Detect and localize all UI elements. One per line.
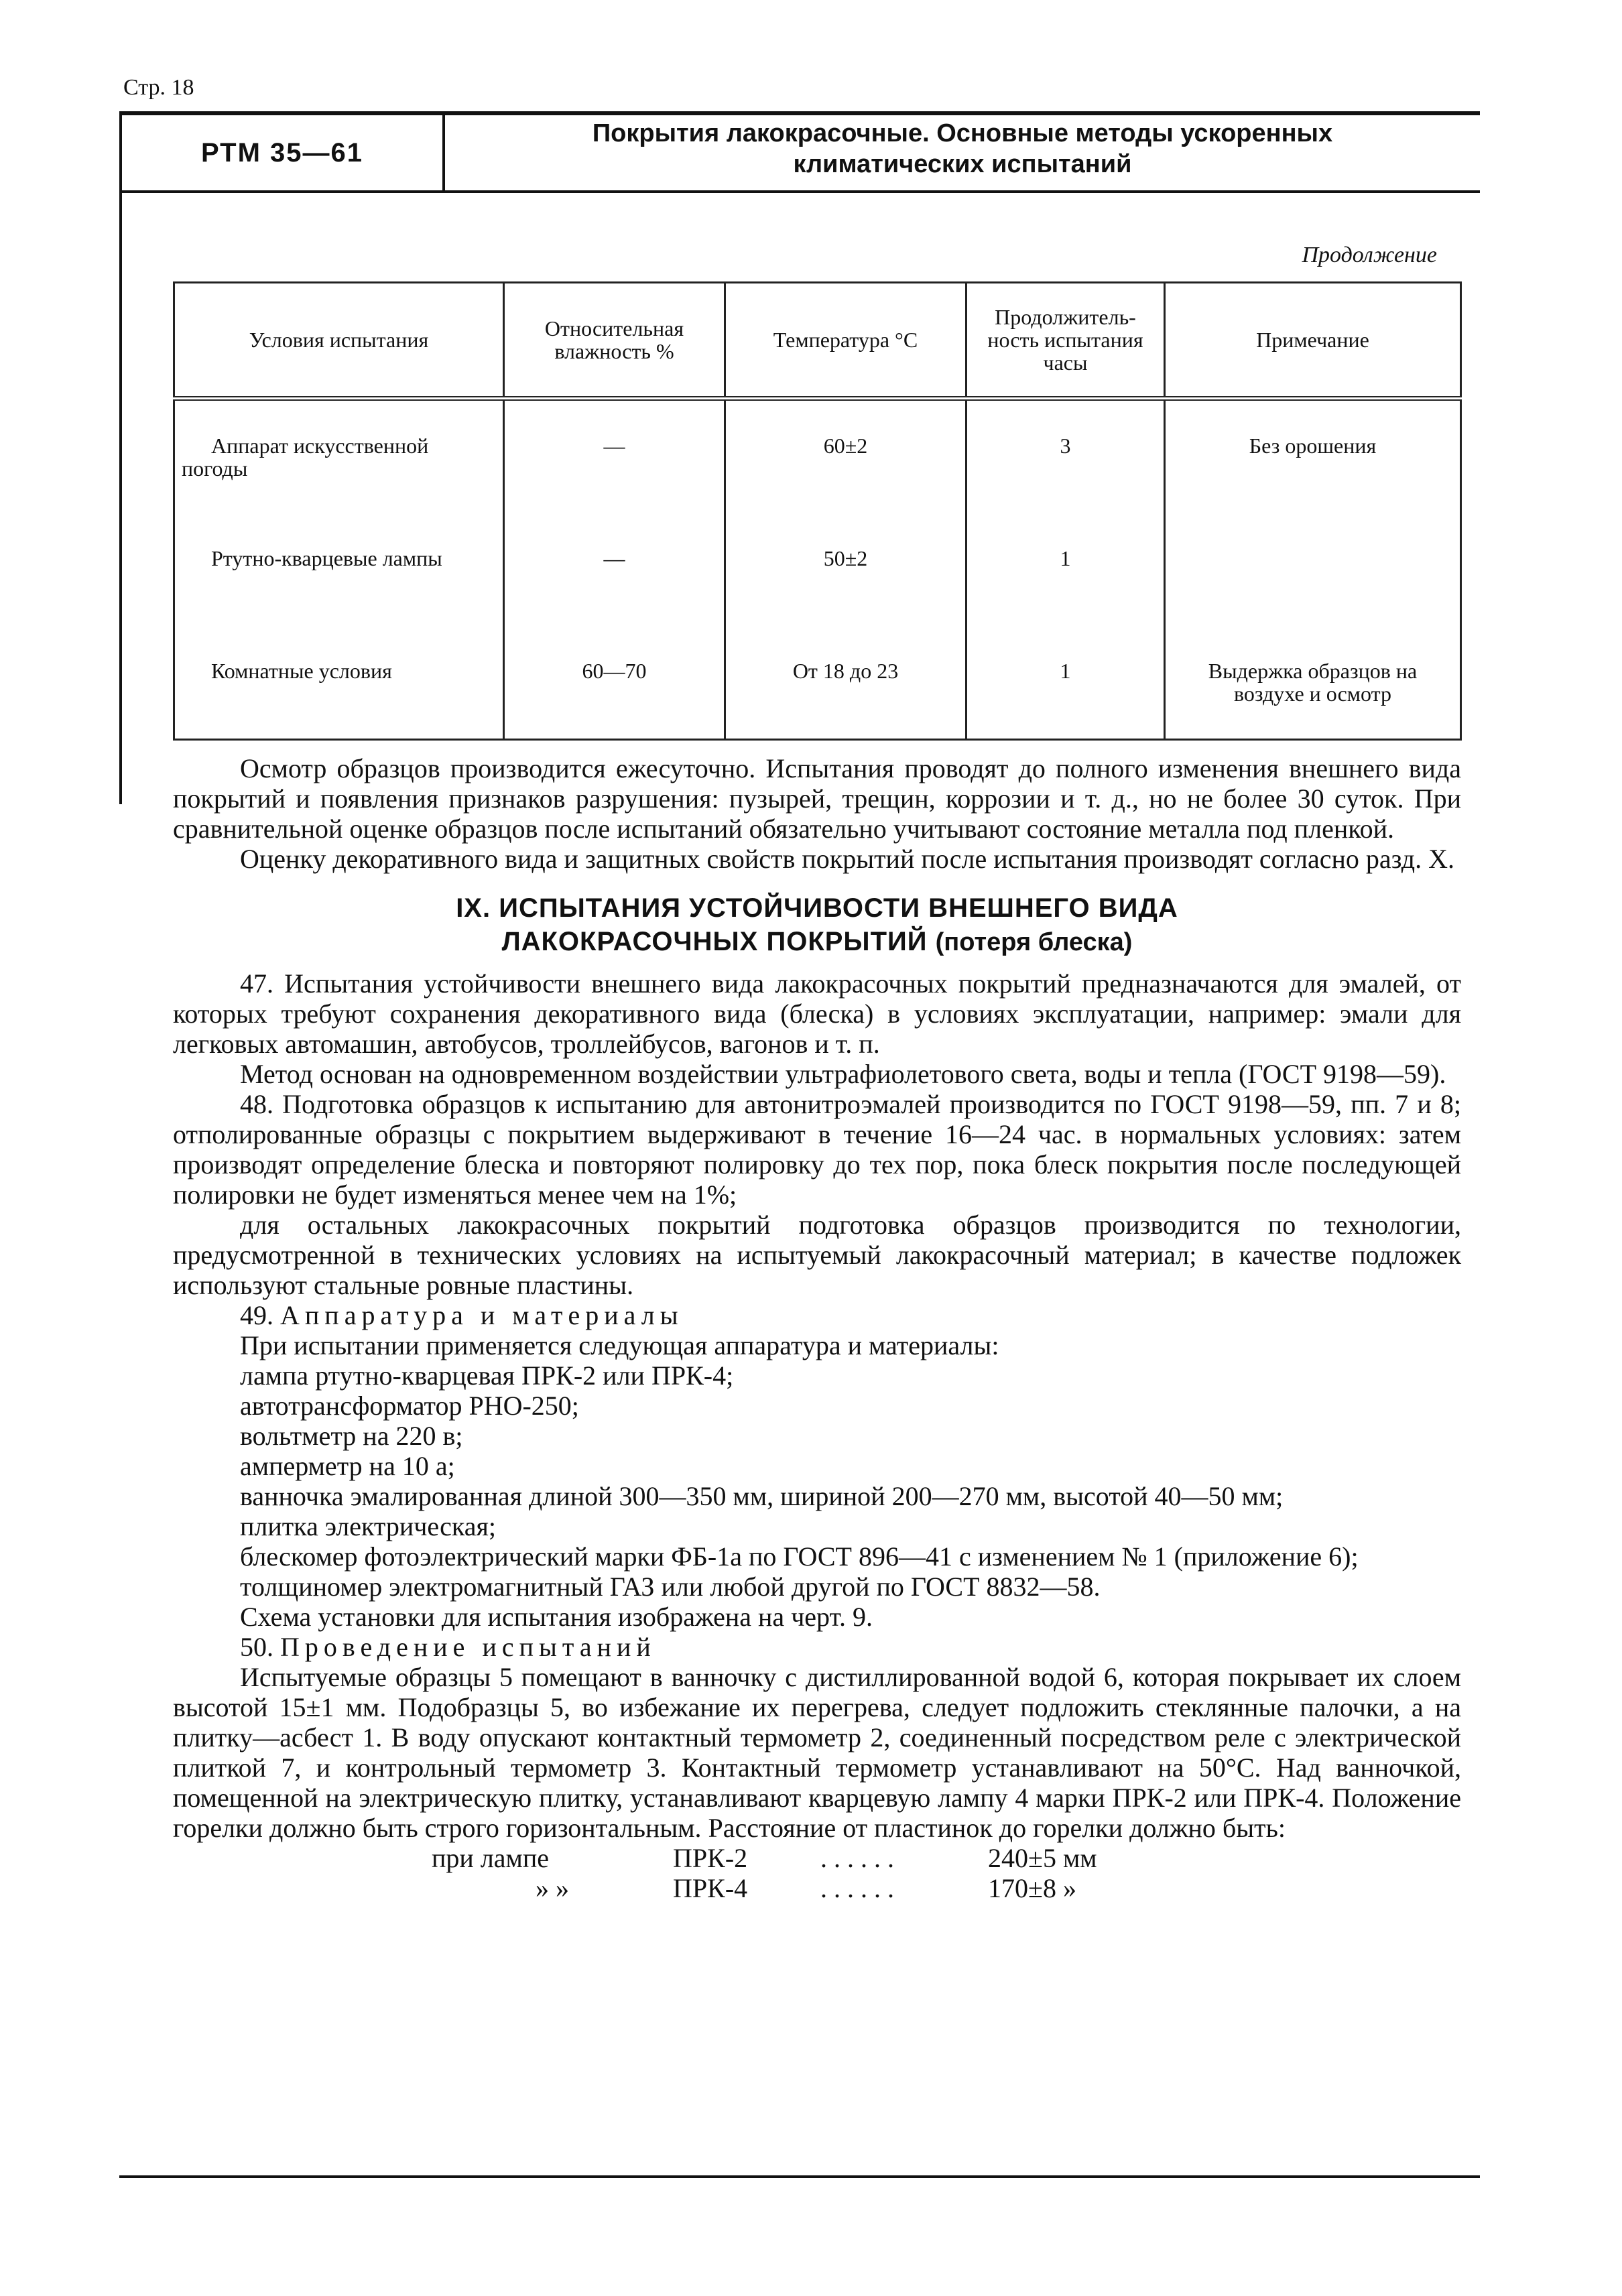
distance-value: 240±5 мм	[988, 1843, 1097, 1873]
distance-value: 170±8 »	[988, 1873, 1076, 1903]
paragraph-50-number: 50.	[240, 1632, 273, 1662]
header-bottom-rule	[119, 190, 1480, 193]
section-heading-line-1: IX. ИСПЫТАНИЯ УСТОЙЧИВОСТИ ВНЕШНЕГО ВИДА	[456, 893, 1178, 923]
list-item: Схема установки для испытания изображена на черт. 9.	[240, 1602, 873, 1632]
document-title-line-2: климатических испытаний	[793, 150, 1132, 178]
section-heading-ix	[173, 891, 1461, 959]
cell-humidity: —	[504, 399, 725, 514]
cell-duration: 3	[966, 399, 1165, 514]
paragraph-48-other: для остальных лакокрасочных покрытий подготовка образцов производится по технологии, предусмотренной в технических условиях на испытуемый лакокрасочный материал; в качестве подложек используют стальные ровные пластины.	[173, 1210, 1461, 1300]
table-continuation-label: Продолжение	[1302, 243, 1437, 267]
paragraph-50-heading	[173, 1632, 1461, 1662]
table-row	[174, 513, 1461, 626]
section-heading-line-2: ЛАКОКРАСОЧНЫХ ПОКРЫТИЙ	[501, 927, 928, 956]
distance-lamp: ПРК-4	[673, 1873, 748, 1903]
distance-row	[173, 1843, 1461, 1873]
list-item: плитка электрическая;	[240, 1511, 496, 1541]
column-header-conditions: Условия испытания	[174, 283, 504, 399]
paragraph-50: Испытуемые образцы 5 помещают в ванночку с дистиллированной водой 6, которая покрывает их слоем высотой 15±1 мм. Подобразцы 5, во избежание их перегрева, следует подложить стеклянные палочки, а на плитку—асбест 1. В воду опускают контактный термометр 2, соединенный посредством реле с электрической плиткой 7, и контрольный термометр 3. Контактный термометр устанавливают на 50°С. Над ванночкой, помещенной на электрическую плитку, устанавливают кварцевую лампу 4 марки ПРК-2 или ПРК-4. Положение горелки должно быть строго горизонтальным. Расстояние от пластинок до горелки должно быть:	[173, 1662, 1461, 1843]
list-item: ванночка эмалированная длиной 300—350 мм, шириной 200—270 мм, высотой 40—50 мм;	[240, 1481, 1284, 1511]
body-text	[173, 753, 1461, 1903]
cell-condition: Ртутно-кварцевые лампы	[174, 513, 504, 626]
column-header-duration: Продолжитель- ность испытания часы	[966, 283, 1165, 399]
list-item: автотрансформатор РНО-250;	[240, 1391, 579, 1421]
section-heading-subtitle: (потеря блеска)	[935, 928, 1133, 956]
cell-temperature: 50±2	[725, 513, 966, 626]
distance-leader: . . . . . .	[820, 1843, 894, 1873]
document-code: РТМ 35—61	[200, 137, 363, 168]
list-item: толщиномер электромагнитный ГАЗ или любой другой по ГОСТ 8832—58.	[240, 1572, 1101, 1602]
equipment-intro: При испытании применяется следующая аппаратура и материалы:	[240, 1330, 999, 1360]
cell-note	[1165, 513, 1461, 626]
cell-humidity: —	[504, 513, 725, 626]
paragraph-evaluation: Оценку декоративного вида и защитных свойств покрытий после испытания производят согласно разд. X.	[240, 844, 1454, 874]
cell-duration: 1	[966, 626, 1165, 740]
cell-condition: Аппарат искусственной погоды	[174, 399, 504, 514]
cell-temperature: От 18 до 23	[725, 626, 966, 740]
paragraph-47: 47. Испытания устойчивости внешнего вида лакокрасочных покрытий предназначаются для эмалей, от которых требуют сохранения декоративного вида (блеска) в условиях эксплуатации, например: эмали для легковых автомашин, автобусов, троллейбусов, вагонов и т. п.	[173, 968, 1461, 1059]
paragraph-49-number: 49.	[240, 1300, 273, 1330]
cell-note: Без орошения	[1165, 399, 1461, 514]
test-conditions-table	[173, 281, 1462, 741]
distance-leader: . . . . . .	[820, 1873, 894, 1903]
table-header-row	[174, 283, 1461, 399]
document-title-line-1: Покрытия лакокрасочные. Основные методы ускоренных	[592, 119, 1333, 147]
distance-lamp: ПРК-2	[673, 1843, 748, 1873]
paragraph-47-method: Метод основан на одновременном воздействии ультрафиолетового света, воды и тепла (ГОСТ 9198—59).	[240, 1059, 1446, 1089]
cell-temperature: 60±2	[725, 399, 966, 514]
paragraph-inspection: Осмотр образцов производится ежесуточно. Испытания проводят до полного изменения внешнего вида покрытий и появления признаков разрушения: пузырей, трещин, коррозии и т. д., но не более 30 суток. При сравнительной оценке образцов после испытаний обязательно учитывают состояние металла под пленкой.	[173, 753, 1461, 844]
list-item: амперметр на 10 а;	[240, 1451, 455, 1481]
paragraph-49-heading	[173, 1300, 1461, 1330]
table-row	[174, 626, 1461, 740]
distance-label: при лампе	[432, 1843, 549, 1873]
paragraph-48: 48. Подготовка образцов к испытанию для автонитроэмалей производится по ГОСТ 9198—59, пп. 7 и 8; отполированные образцы с покрытием выдерживают в течение 16—24 час. в нормальных условиях: затем производят определение блеска и повторяют полировку до тех пор, пока блеск покрытия после последующей полировки не будет изменяться менее чем на 1%;	[173, 1089, 1461, 1210]
paragraph-49-title: Аппаратура и материалы	[280, 1300, 684, 1330]
left-margin-rule	[119, 111, 122, 804]
list-item: лампа ртутно-кварцевая ПРК-2 или ПРК-4;	[240, 1360, 734, 1391]
page-bottom-rule	[119, 2175, 1480, 2178]
document-title	[445, 118, 1480, 180]
list-item: вольтметр на 220 в;	[240, 1421, 463, 1451]
column-header-note: Примечание	[1165, 283, 1461, 399]
distance-row	[173, 1873, 1461, 1903]
cell-duration: 1	[966, 513, 1165, 626]
column-header-humidity: Относительная влажность %	[504, 283, 725, 399]
distance-label: » »	[536, 1873, 569, 1903]
cell-condition: Комнатные условия	[174, 626, 504, 740]
cell-humidity: 60—70	[504, 626, 725, 740]
table-row	[174, 399, 1461, 514]
list-item: блескомер фотоэлектрический марки ФБ-1а по ГОСТ 896—41 с изменением № 1 (приложение 6);	[240, 1541, 1359, 1572]
paragraph-50-title: Проведение испытаний	[280, 1632, 656, 1662]
page-number: Стр. 18	[123, 75, 194, 100]
cell-note: Выдержка образцов на воздухе и осмотр	[1165, 626, 1461, 740]
column-header-temperature: Температура °С	[725, 283, 966, 399]
